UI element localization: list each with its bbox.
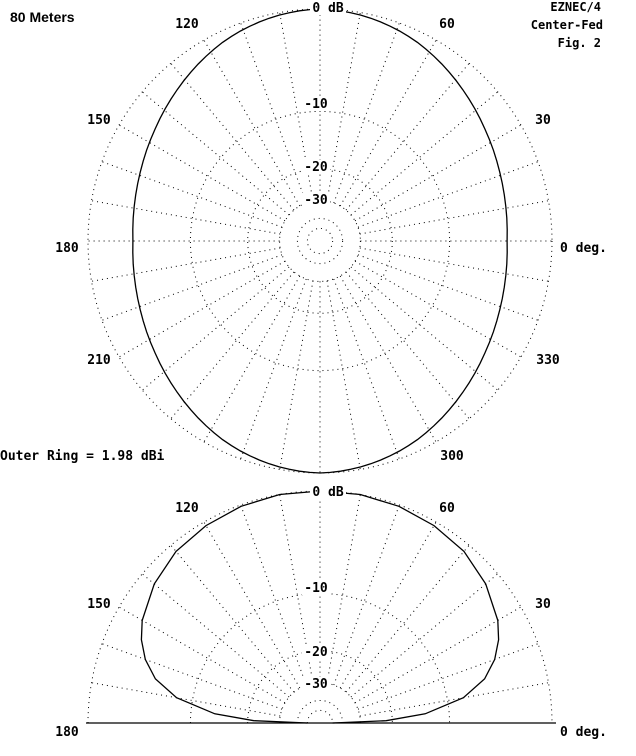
azimuth-pattern-spoke-310 xyxy=(346,272,469,419)
azimuth-pattern-spoke-230 xyxy=(171,272,294,419)
azimuth-pattern-spoke-260 xyxy=(280,281,313,470)
azimuth-pattern-spoke-300 xyxy=(340,276,436,442)
azimuth-pattern-spoke-290 xyxy=(334,279,400,459)
figure-number-label: Fig. 2 xyxy=(557,36,601,50)
chart-title: 80 Meters xyxy=(10,9,75,25)
azimuth-pattern-spoke-190 xyxy=(92,248,281,281)
azimuth-pattern-spoke-330 xyxy=(355,261,521,357)
elevation-pattern-ring-5 xyxy=(307,710,332,723)
elevation-pattern-angle-label-2: 60 xyxy=(439,501,455,516)
elevation-pattern-spoke-50 xyxy=(346,545,469,692)
azimuth-pattern-angle-label-2: 60 xyxy=(439,17,455,32)
elevation-pattern-spoke-20 xyxy=(358,644,538,710)
elevation-pattern-angle-label-0: 0 deg. xyxy=(560,725,607,740)
elevation-pattern-angle-label-5: 180 xyxy=(55,725,79,740)
elevation-pattern-ring-label-2: -20 xyxy=(304,645,328,660)
azimuth-pattern-ring-label-2: -20 xyxy=(304,160,328,175)
elevation-pattern-ring-label-1: -10 xyxy=(304,581,328,596)
azimuth-pattern-ring-5 xyxy=(307,228,332,253)
azimuth-pattern-spoke-210 xyxy=(119,261,285,357)
elevation-pattern-ring-label-3: -30 xyxy=(304,677,328,692)
elevation-pattern-spoke-70 xyxy=(334,505,400,685)
elevation-pattern-spoke-80 xyxy=(327,495,360,684)
azimuth-pattern-spoke-70 xyxy=(334,23,400,203)
elevation-pattern-spoke-160 xyxy=(102,644,282,710)
azimuth-pattern-spoke-340 xyxy=(358,255,538,320)
outer-ring-label: Outer Ring = 1.98 dBi xyxy=(0,449,165,464)
azimuth-pattern-angle-label-8: 330 xyxy=(536,353,560,368)
azimuth-pattern-spoke-110 xyxy=(241,23,307,203)
azimuth-pattern-spoke-120 xyxy=(204,40,300,206)
elevation-pattern-spoke-60 xyxy=(340,522,436,688)
azimuth-pattern-angle-label-0: 0 deg. xyxy=(560,241,607,256)
antenna-type-label: Center-Fed xyxy=(530,18,603,32)
azimuth-pattern-spoke-50 xyxy=(346,63,469,210)
azimuth-pattern-angle-label-3: 120 xyxy=(175,17,199,32)
azimuth-pattern-spoke-130 xyxy=(171,63,294,210)
azimuth-pattern-angle-label-4: 150 xyxy=(87,113,111,128)
elevation-pattern-ring-4 xyxy=(297,700,342,723)
azimuth-pattern-spoke-30 xyxy=(355,125,521,221)
azimuth-pattern-spoke-160 xyxy=(102,162,282,228)
elevation-pattern-angle-label-1: 30 xyxy=(535,597,551,612)
elevation-pattern-spoke-110 xyxy=(241,505,307,685)
azimuth-pattern-spoke-280 xyxy=(327,281,360,470)
azimuth-pattern-spoke-240 xyxy=(204,276,300,442)
azimuth-pattern-spoke-20 xyxy=(358,162,538,228)
azimuth-pattern-angle-label-6: 210 xyxy=(87,353,111,368)
azimuth-pattern-ring-0 xyxy=(88,9,552,473)
azimuth-pattern-spoke-10 xyxy=(360,201,549,234)
azimuth-pattern-spoke-250 xyxy=(241,279,307,459)
elevation-pattern-spoke-10 xyxy=(360,683,549,716)
azimuth-pattern-ring-label-3: -30 xyxy=(304,193,328,208)
azimuth-pattern-spoke-80 xyxy=(327,13,360,202)
azimuth-pattern-spoke-150 xyxy=(119,125,285,221)
azimuth-pattern-ring-3 xyxy=(280,201,361,282)
elevation-pattern-spoke-170 xyxy=(92,683,281,716)
elevation-pattern-spoke-130 xyxy=(171,545,294,692)
elevation-pattern-spoke-40 xyxy=(351,574,498,697)
elevation-pattern-spoke-140 xyxy=(142,574,289,697)
azimuth-pattern-angle-label-5: 180 xyxy=(55,241,79,256)
azimuth-pattern-spoke-200 xyxy=(102,255,282,320)
elevation-pattern-spoke-120 xyxy=(204,522,300,688)
elevation-pattern-ring-label-0: 0 dB xyxy=(312,485,344,500)
azimuth-pattern-ring-label-1: -10 xyxy=(304,97,328,112)
azimuth-pattern-angle-label-7: 300 xyxy=(440,449,464,464)
azimuth-pattern-ring-4 xyxy=(297,218,342,263)
azimuth-pattern-angle-label-1: 30 xyxy=(535,113,551,128)
azimuth-pattern-ring-label-0: 0 dB xyxy=(312,1,344,16)
azimuth-pattern-spoke-350 xyxy=(360,248,549,281)
elevation-pattern-angle-label-4: 150 xyxy=(87,597,111,612)
elevation-pattern-angle-label-3: 120 xyxy=(175,501,199,516)
azimuth-pattern-spoke-60 xyxy=(340,40,436,206)
software-label: EZNEC/4 xyxy=(550,0,601,14)
